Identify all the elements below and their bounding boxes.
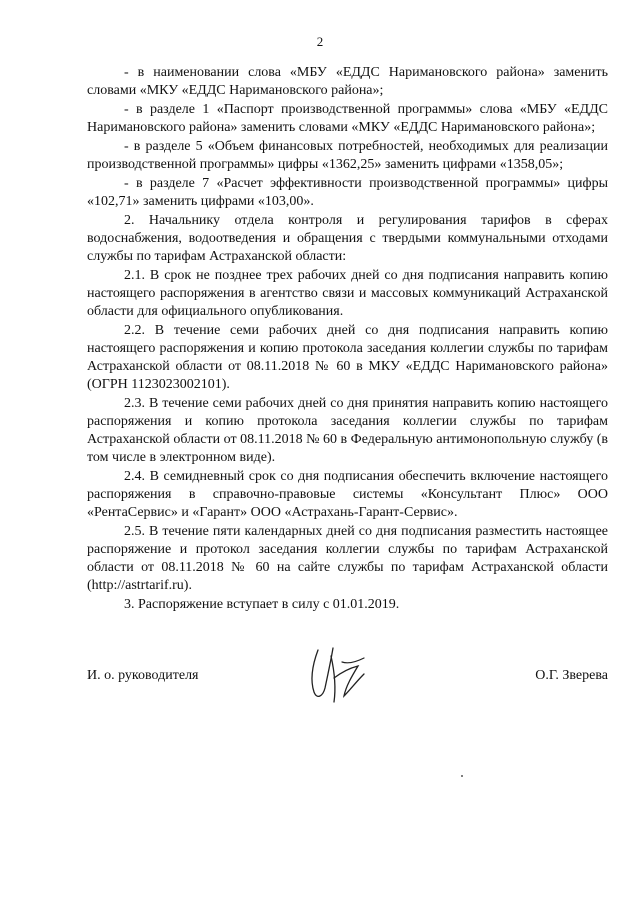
paragraph-item-3: 3. Распоряжение вступает в силу с 01.01.2019. — [124, 597, 400, 612]
paragraph-item-2-5: 2.5. В течение пяти календарных дней со дня подписания разместить настоящее распоряжение и протокол заседания коллегии службы по тарифам Астраханской области от 08.11.2018 № 60 на сайте службы по тарифам Астраханской области (http://astrtarif.ru). — [87, 524, 608, 593]
signatory-title: И. о. руководителя — [87, 668, 199, 683]
document-body — [87, 64, 608, 614]
paragraph-item-2: 2. Начальнику отдела контроля и регулирования тарифов в сферах водоснабжения, водоотведения и обращения с твердыми коммунальными отходами службы по тарифам Астраханской области: — [87, 213, 608, 264]
paragraph-amend-name: - в наименовании слова «МБУ «ЕДДС Наримановского района» заменить словами «МКУ «ЕДДС Наримановского района»; — [87, 65, 608, 98]
paragraph-amend-section-7: - в разделе 7 «Расчет эффективности производственной программы» цифры «102,71» заменить цифрами «103,00». — [87, 176, 608, 209]
paragraph-amend-section-1: - в разделе 1 «Паспорт производственной программы» слова «МБУ «ЕДДС Наримановского района» заменить словами «МКУ «ЕДДС Наримановского района»; — [87, 102, 608, 135]
paragraph-item-2-1: 2.1. В срок не позднее трех рабочих дней со дня подписания направить копию настоящего распоряжения в агентство связи и массовых коммуникаций Астраханской области для официального опубликования. — [87, 268, 608, 319]
paragraph-item-2-2: 2.2. В течение семи рабочих дней со дня подписания направить копию настоящего распоряжения и копию протокола заседания коллегии службы по тарифам Астраханской области от 08.11.2018 № 60 в МКУ «ЕДДС Наримановского района» (ОГРН 1123023002101). — [87, 323, 608, 392]
paragraph-item-2-3: 2.3. В течение семи рабочих дней со дня принятия направить копию настоящего распоряжения и копию протокола заседания коллегии службы по тарифам Астраханской области от 08.11.2018 № 60 в Федеральную антимонопольную службу (в том числе в электронном виде). — [87, 396, 608, 465]
signatory-name: О.Г. Зверева — [535, 668, 608, 683]
handwritten-signature — [298, 640, 376, 706]
scan-speck — [461, 775, 463, 777]
paragraph-item-2-4: 2.4. В семидневный срок со дня подписания обеспечить включение настоящего распоряжения в справочно-правовые системы «Консультант Плюс» ООО «РентаСервис» и «Гарант» ООО «Астрахань-Гарант-Сервис». — [87, 469, 608, 520]
paragraph-amend-section-5: - в разделе 5 «Объем финансовых потребностей, необходимых для реализации производственной программы» цифры «1362,25» заменить цифрами «1358,05»; — [87, 139, 608, 172]
page-number: 2 — [316, 34, 324, 49]
